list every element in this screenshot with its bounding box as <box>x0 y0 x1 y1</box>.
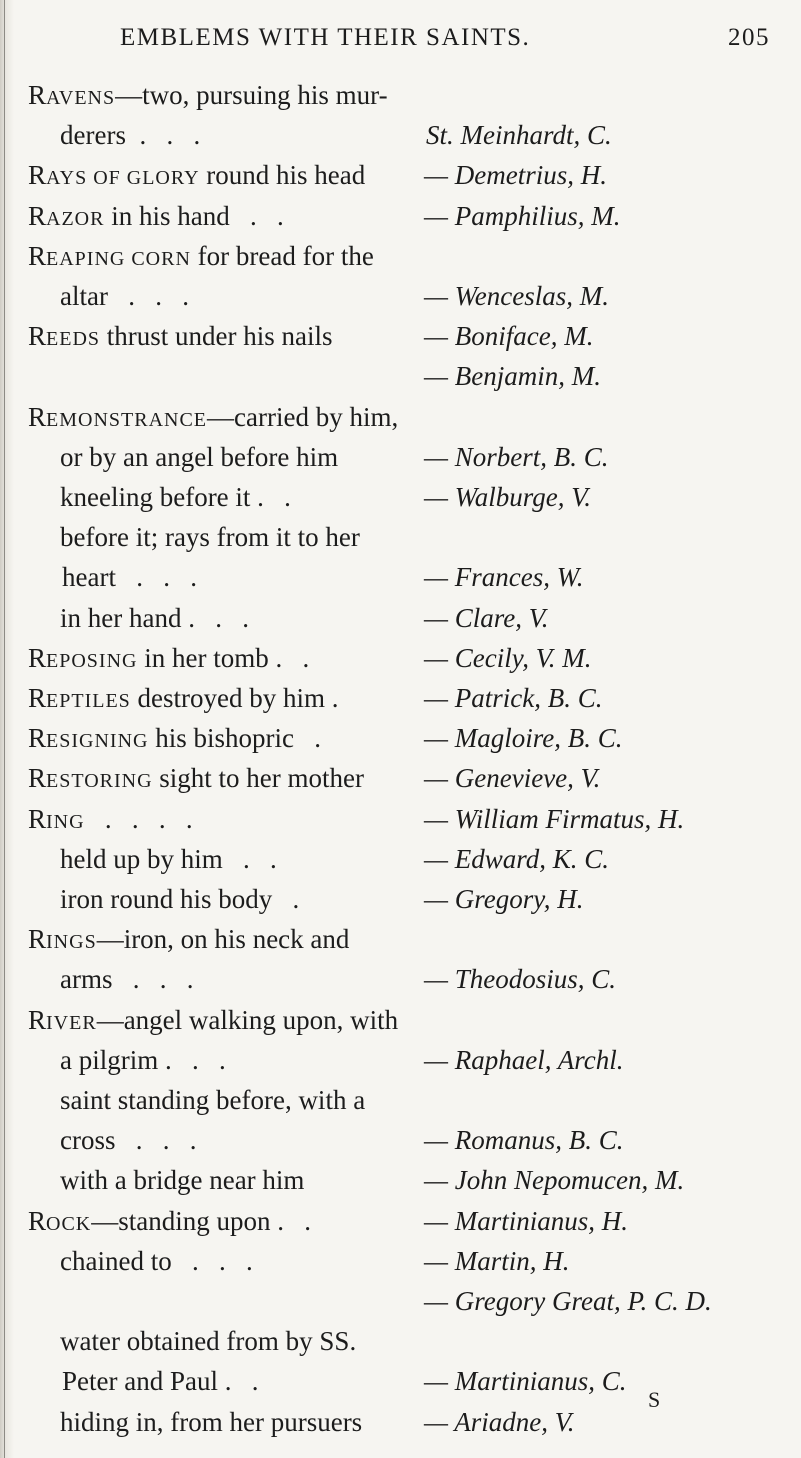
entry-row <box>0 603 801 643</box>
entry-row <box>0 964 801 1004</box>
emblem-text <box>60 1326 356 1357</box>
saint-name: — Frances, W. <box>424 562 584 593</box>
emblem-description: destroyed by him . <box>130 683 339 713</box>
emblem-description: —two, pursuing his mur- <box>115 80 388 110</box>
entry-row <box>0 1407 801 1447</box>
saint-name: — Magloire, B. C. <box>424 723 623 754</box>
entry-row <box>0 924 801 964</box>
entry-row <box>0 844 801 884</box>
emblem-description: altar . . . <box>60 281 189 311</box>
emblem-description: round his head <box>199 160 366 191</box>
entry-row <box>0 804 801 844</box>
saint-name: — Pamphilius, M. <box>424 200 621 231</box>
entry-row <box>0 1326 801 1366</box>
entry-row <box>0 241 801 281</box>
emblem-text <box>60 1085 365 1116</box>
emblem-description: held up by him . . <box>60 843 277 874</box>
entry-row <box>0 1165 801 1205</box>
emblem-description: derers . . . <box>60 120 201 151</box>
saint-name: — Demetrius, H. <box>424 160 607 191</box>
emblem-description: —iron, on his neck and <box>96 924 350 955</box>
emblem-keyword: RIVER <box>28 1004 97 1035</box>
entry-row <box>0 321 801 361</box>
entry-row <box>0 281 801 321</box>
emblem-text <box>28 1206 311 1237</box>
saint-name: — Edward, K. C. <box>424 843 610 874</box>
emblem-text <box>28 321 333 352</box>
entry-row <box>0 763 801 803</box>
emblem-description: arms . . . <box>60 964 194 995</box>
entry-row <box>0 1045 801 1085</box>
emblem-keyword: RINGS <box>28 924 97 955</box>
emblem-keyword: RESIGNING <box>28 723 149 754</box>
emblem-text <box>28 241 374 272</box>
emblem-text <box>60 120 200 151</box>
entry-row <box>0 562 801 602</box>
entry-row <box>0 120 801 160</box>
entry-row <box>0 1125 801 1165</box>
saint-name: — Cecily, V. M. <box>424 642 592 673</box>
saint-name: — Clare, V. <box>424 602 549 633</box>
entry-row <box>0 361 801 401</box>
saint-name: — Martinianus, H. <box>424 1205 629 1236</box>
running-title: EMBLEMS WITH THEIR SAINTS. <box>120 24 531 51</box>
emblem-description: a pilgrim . . . <box>60 1044 226 1075</box>
emblem-text <box>62 562 197 593</box>
saint-name: — Boniface, M. <box>424 321 594 352</box>
emblem-description: cross . . . <box>60 1125 197 1156</box>
emblem-text <box>60 844 277 875</box>
emblem-keyword: RAZOR <box>28 200 105 231</box>
saint-name: — Wenceslas, M. <box>424 281 609 311</box>
emblem-keyword: RESTORING <box>28 763 153 794</box>
emblem-description: in his hand . . <box>104 200 284 231</box>
entry-row <box>0 482 801 522</box>
saint-name: — Gregory, H. <box>424 884 584 914</box>
entry-row <box>0 1246 801 1286</box>
emblem-description: hiding in, from her pursuers <box>60 1406 363 1437</box>
emblem-text <box>60 1246 253 1277</box>
entry-row <box>0 80 801 120</box>
emblem-description: or by an angel before him <box>60 441 339 472</box>
entry-row <box>0 402 801 442</box>
emblem-text <box>28 723 321 754</box>
emblem-text <box>60 1045 226 1076</box>
saint-name: St. Meinhardt, C. <box>426 120 612 151</box>
emblem-keyword: RAYS OF GLORY <box>28 160 200 191</box>
emblem-text <box>60 482 291 513</box>
emblem-keyword: REPOSING <box>28 642 138 673</box>
entry-row <box>0 683 801 723</box>
emblem-text <box>60 281 189 312</box>
emblem-keyword: ROCK <box>28 1205 92 1236</box>
saint-name: — Patrick, B. C. <box>424 683 603 713</box>
emblem-description: for bread for the <box>190 240 374 271</box>
emblem-description: chained to . . . <box>60 1245 253 1276</box>
emblem-description: iron round his body . <box>60 884 300 914</box>
emblem-description: thrust under his nails <box>100 321 333 352</box>
saint-name: — Genevieve, V. <box>424 763 601 794</box>
emblem-description: Peter and Paul . . <box>62 1366 259 1397</box>
emblem-text <box>28 402 398 433</box>
saint-name: — Gregory Great, P. C. D. <box>424 1286 712 1316</box>
emblem-keyword: RAVENS <box>28 80 116 110</box>
emblem-description: with a bridge near him <box>60 1165 305 1196</box>
emblem-text <box>60 1407 362 1438</box>
saint-name: — Martin, H. <box>424 1245 570 1276</box>
emblem-keyword: REAPING CORN <box>28 240 191 271</box>
entry-row <box>0 884 801 924</box>
emblem-keyword: REPTILES <box>28 683 131 713</box>
emblem-text <box>60 884 299 915</box>
saint-name: — Martinianus, C. <box>424 1366 627 1397</box>
emblem-description: his bishopric . <box>148 723 321 754</box>
emblem-text <box>28 804 193 835</box>
emblem-text <box>28 683 339 714</box>
entry-row <box>0 643 801 683</box>
emblem-description: in her tomb . . <box>137 642 310 673</box>
emblem-description: . . . . <box>84 803 193 834</box>
saint-name: — Theodosius, C. <box>424 964 617 995</box>
emblem-description: saint standing before, with a <box>60 1085 366 1115</box>
entry-row <box>0 1085 801 1125</box>
saint-name: — John Nepomucen, M. <box>424 1165 685 1196</box>
saint-name: — William Firmatus, H. <box>424 803 685 834</box>
saint-name: — Ariadne, V. <box>424 1406 575 1437</box>
saint-name: — Raphael, Archl. <box>424 1044 624 1075</box>
signature-mark: S <box>648 1387 661 1412</box>
emblem-description: —standing upon . . <box>91 1205 311 1236</box>
emblem-text <box>28 763 364 794</box>
entry-row <box>0 442 801 482</box>
emblem-text <box>60 442 338 473</box>
emblem-text <box>28 924 349 955</box>
entry-row <box>0 160 801 200</box>
emblem-text <box>60 522 360 553</box>
entry-row <box>0 1206 801 1246</box>
entry-row <box>0 201 801 241</box>
emblem-text <box>60 1125 197 1156</box>
emblem-text <box>28 201 284 232</box>
emblem-text <box>60 1165 304 1196</box>
entry-row <box>0 723 801 763</box>
emblem-description: heart . . . <box>62 562 197 593</box>
emblem-description: in her hand . . . <box>60 602 249 633</box>
emblem-text <box>28 643 309 674</box>
emblem-description: before it; rays from it to her <box>60 522 360 553</box>
emblem-keyword: RING <box>28 803 85 834</box>
emblem-text <box>28 160 365 191</box>
emblem-description: kneeling before it . . <box>60 482 291 512</box>
emblem-text <box>28 1005 398 1036</box>
saint-name: — Walburge, V. <box>424 482 592 512</box>
saint-name: — Benjamin, M. <box>424 361 601 392</box>
page-number: 205 <box>728 24 770 51</box>
entry-row <box>0 1366 801 1406</box>
emblem-text <box>62 1366 258 1397</box>
entry-row <box>0 1286 801 1326</box>
entry-row <box>0 1005 801 1045</box>
emblem-description: water obtained from by SS. <box>60 1326 357 1357</box>
saint-name: — Romanus, B. C. <box>424 1125 624 1156</box>
saint-name: — Norbert, B. C. <box>424 441 609 472</box>
emblem-description: —angel walking upon, with <box>96 1004 399 1035</box>
emblem-keyword: REMONSTRANCE <box>28 401 208 432</box>
emblem-description: sight to her mother <box>152 763 365 794</box>
emblem-text <box>28 80 388 111</box>
entry-row <box>0 522 801 562</box>
emblem-keyword: REEDS <box>28 321 101 352</box>
emblem-description: —carried by him, <box>207 401 399 432</box>
emblem-text <box>60 603 249 634</box>
emblem-text <box>60 964 193 995</box>
